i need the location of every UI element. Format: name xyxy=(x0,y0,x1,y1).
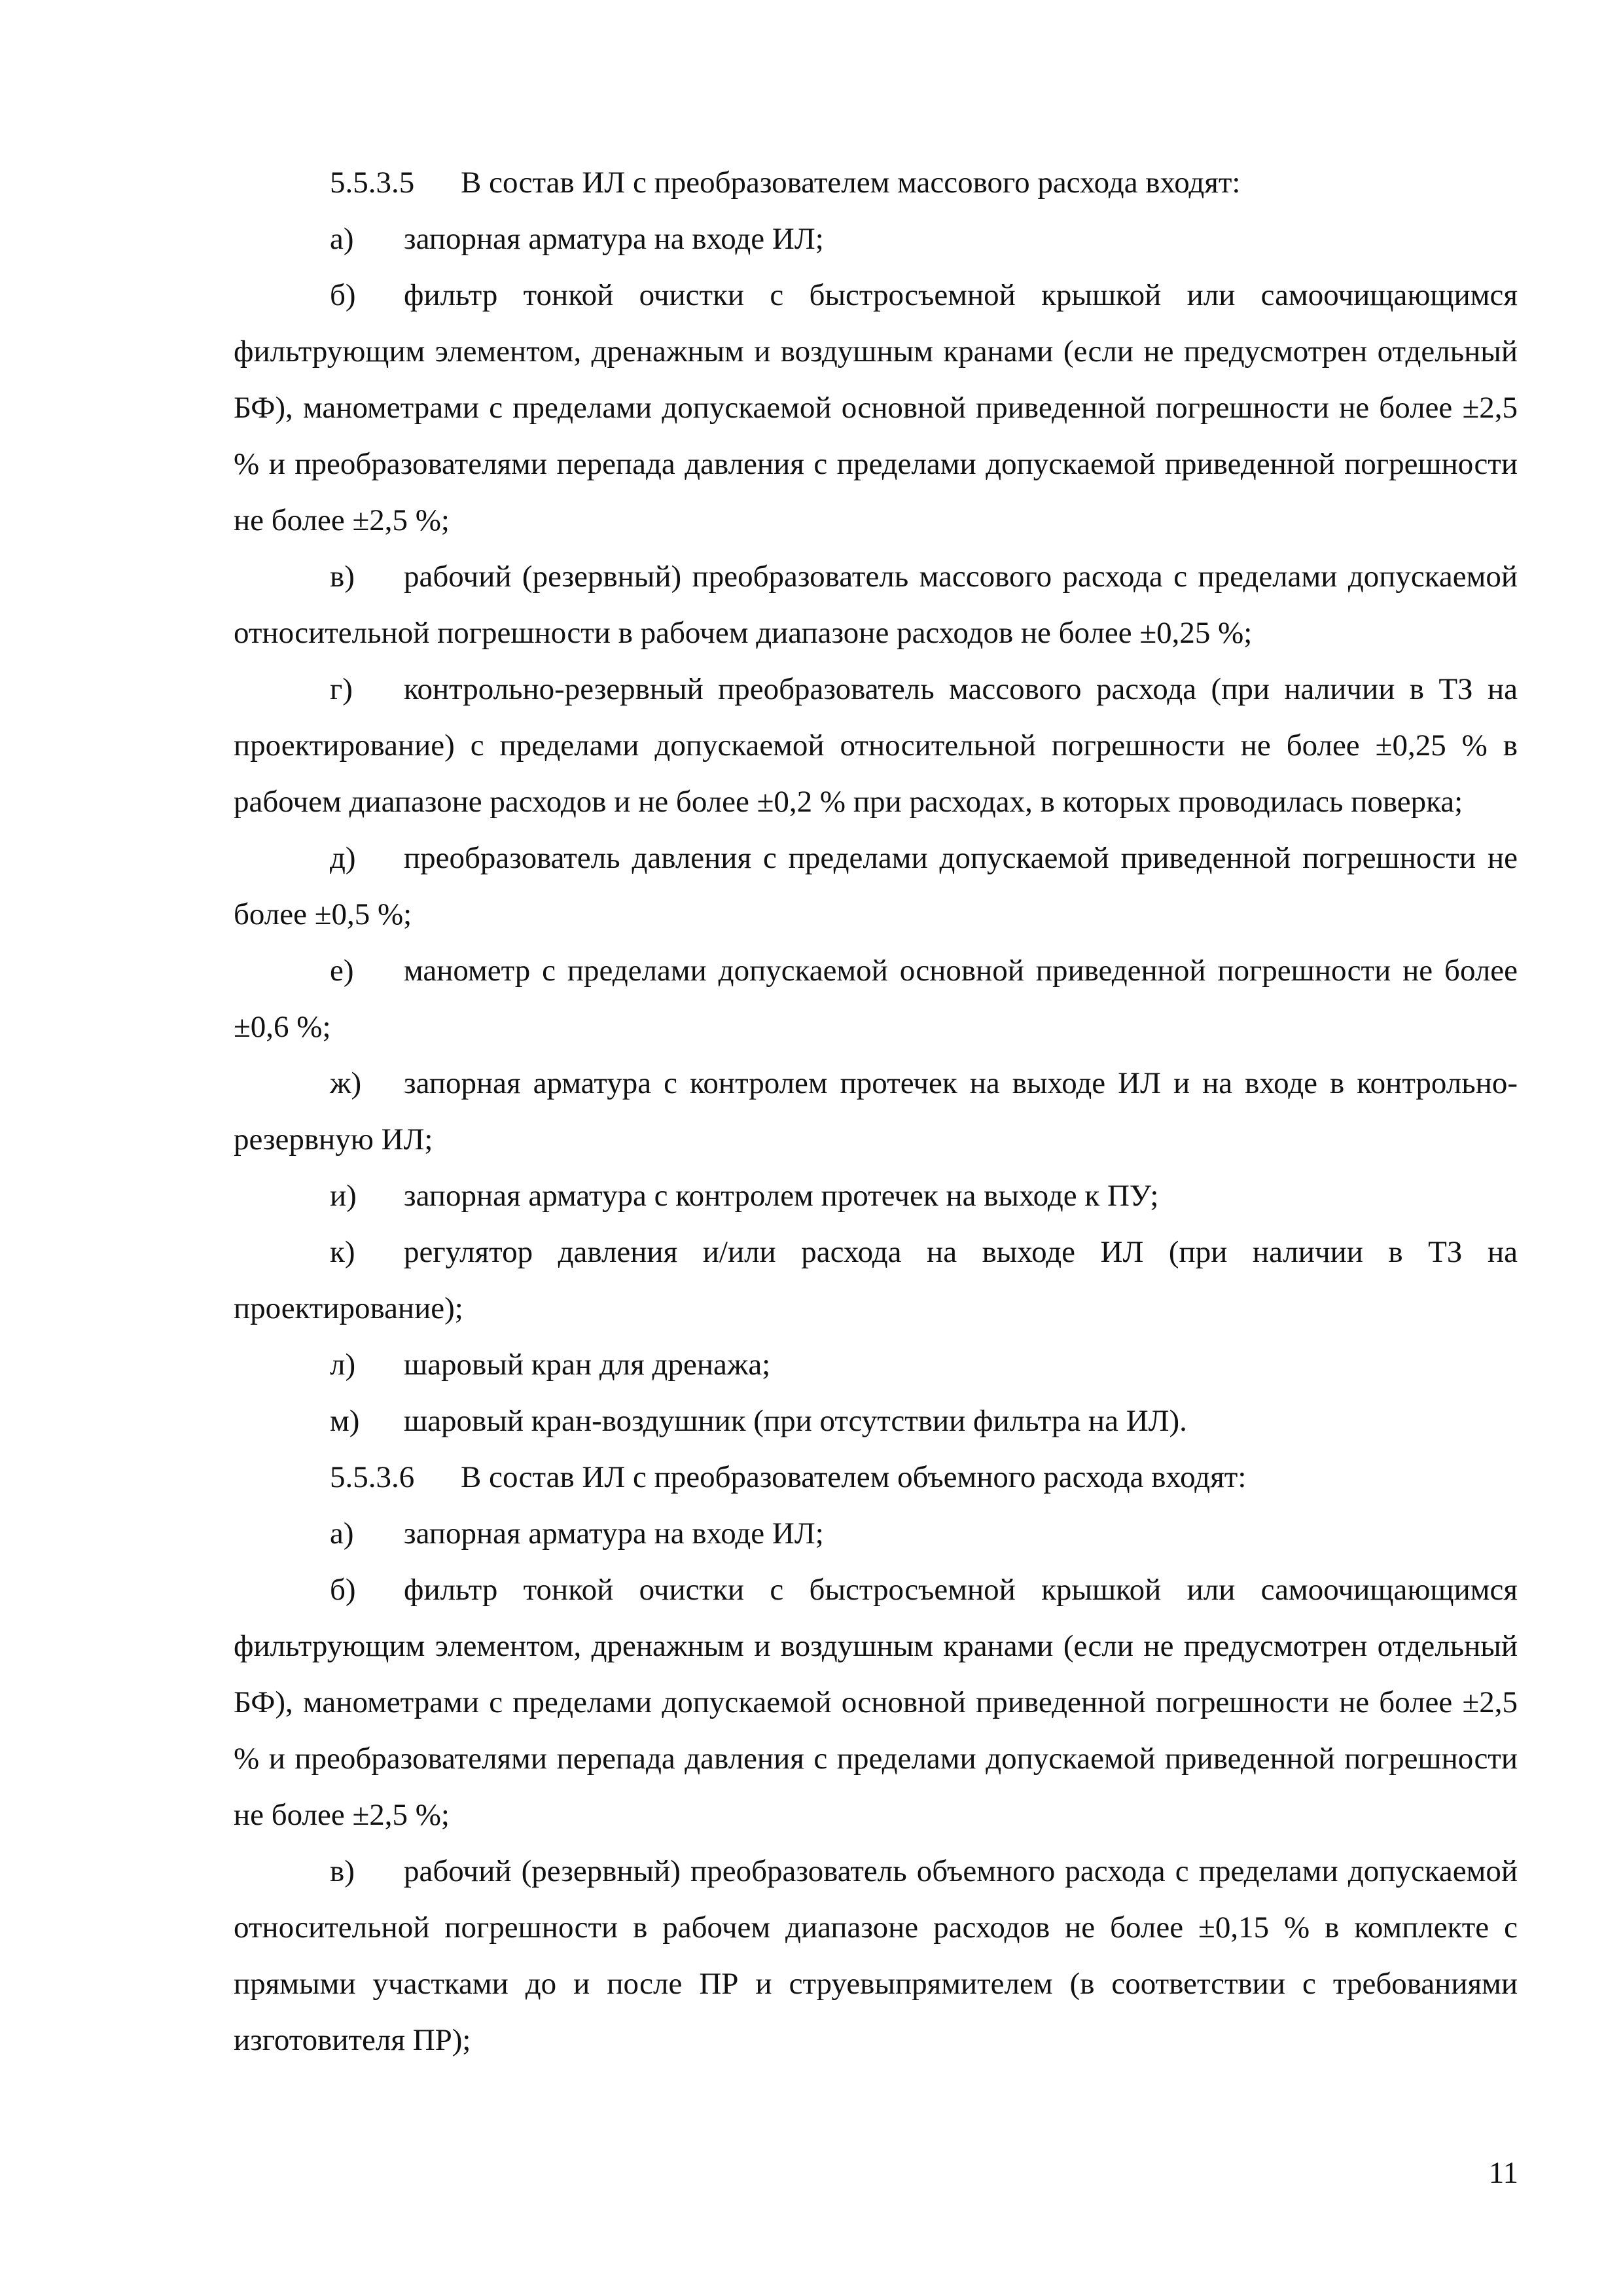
list-marker: и) xyxy=(330,1179,357,1213)
list-item-text: запорная арматура с контролем протечек на выходе к ПУ; xyxy=(404,1179,1159,1213)
list-item-text: рабочий (резервный) преобразователь объемного расхода с пределами допускаемой относительной погрешности в рабочем диапазоне расходов не более ±0,15 % в комплекте с прямыми участками до и после ПР и струевыпрямителем (в соответствии с требованиями изготовителя ПР); xyxy=(234,1854,1518,2057)
list-item-b xyxy=(234,267,1518,548)
list-item-a xyxy=(234,211,1518,267)
list-item-e xyxy=(234,942,1518,1055)
list-marker: а) xyxy=(330,1516,354,1551)
clause-number: 5.5.3.6 xyxy=(330,1460,415,1494)
list-marker: м) xyxy=(330,1404,360,1438)
list-item-text: запорная арматура на входе ИЛ; xyxy=(404,222,824,256)
list-item-m xyxy=(234,1393,1518,1449)
clause-title: В состав ИЛ с преобразователем объемного расхода входят: xyxy=(461,1460,1247,1494)
list-marker: б) xyxy=(330,1573,356,1607)
list-marker: е) xyxy=(330,954,354,988)
list-item-i xyxy=(234,1168,1518,1224)
clause-number: 5.5.3.5 xyxy=(330,166,415,200)
list-item-l xyxy=(234,1336,1518,1393)
list-item-text: рабочий (резервный) преобразователь массового расхода с пределами допускаемой относительной погрешности в рабочем диапазоне расходов не более ±0,25 %; xyxy=(234,560,1518,650)
page-number: 11 xyxy=(1488,2156,1518,2190)
list-marker: а) xyxy=(330,222,354,256)
list-item-text: фильтр тонкой очистки с быстросъемной крышкой или самоочищающимся фильтрующим элементом, дренажным и воздушным кранами (если не предусмотрен отдельный БФ), манометрами с пределами допускаемой основной приведенной погрешности не более ±2,5 % и преобразователями перепада давления с пределами допускаемой приведенной погрешности не более ±2,5 %; xyxy=(234,278,1518,537)
list-item-text: шаровый кран для дренажа; xyxy=(404,1348,771,1382)
list-item-k xyxy=(234,1224,1518,1336)
list-marker: д) xyxy=(330,841,356,875)
list-item-text: шаровый кран-воздушник (при отсутствии фильтра на ИЛ). xyxy=(404,1404,1187,1438)
list-marker: б) xyxy=(330,278,356,312)
list-item-g xyxy=(234,661,1518,830)
list-item-text: фильтр тонкой очистки с быстросъемной крышкой или самоочищающимся фильтрующим элементом, дренажным и воздушным кранами (если не предусмотрен отдельный БФ), манометрами с пределами допускаемой основной приведенной погрешности не более ±2,5 % и преобразователями перепада давления с пределами допускаемой приведенной погрешности не более ±2,5 %; xyxy=(234,1573,1518,1832)
list-marker: ж) xyxy=(330,1066,362,1100)
list-marker: к) xyxy=(330,1235,355,1269)
list-item-text: манометр с пределами допускаемой основной приведенной погрешности не более ±0,6 %; xyxy=(234,954,1518,1044)
list-item-text: преобразователь давления с пределами допускаемой приведенной погрешности не более ±0,5 %; xyxy=(234,841,1518,931)
list-item-b xyxy=(234,1562,1518,1843)
clause-heading-5535 xyxy=(234,154,1518,211)
list-marker: г) xyxy=(330,672,353,706)
list-item-a xyxy=(234,1505,1518,1562)
list-item-zh xyxy=(234,1055,1518,1168)
list-item-text: контрольно-резервный преобразователь массового расхода (при наличии в ТЗ на проектирование) с пределами допускаемой относительной погрешности не более ±0,25 % в рабочем диапазоне расходов и не более ±0,2 % при расходах, в которых проводилась поверка; xyxy=(234,672,1518,819)
clause-title: В состав ИЛ с преобразователем массового расхода входят: xyxy=(461,166,1241,200)
document-page xyxy=(234,154,1518,2068)
list-item-d xyxy=(234,830,1518,942)
list-marker: в) xyxy=(330,560,355,594)
clause-heading-5536 xyxy=(234,1449,1518,1505)
list-item-text: запорная арматура с контролем протечек на выходе ИЛ и на входе в контрольно-резервную ИЛ; xyxy=(234,1066,1518,1157)
list-item-text: запорная арматура на входе ИЛ; xyxy=(404,1516,824,1551)
list-item-v xyxy=(234,1843,1518,2068)
list-marker: л) xyxy=(330,1348,356,1382)
list-item-text: регулятор давления и/или расхода на выходе ИЛ (при наличии в ТЗ на проектирование); xyxy=(234,1235,1518,1325)
list-item-v xyxy=(234,548,1518,661)
list-marker: в) xyxy=(330,1854,355,1888)
